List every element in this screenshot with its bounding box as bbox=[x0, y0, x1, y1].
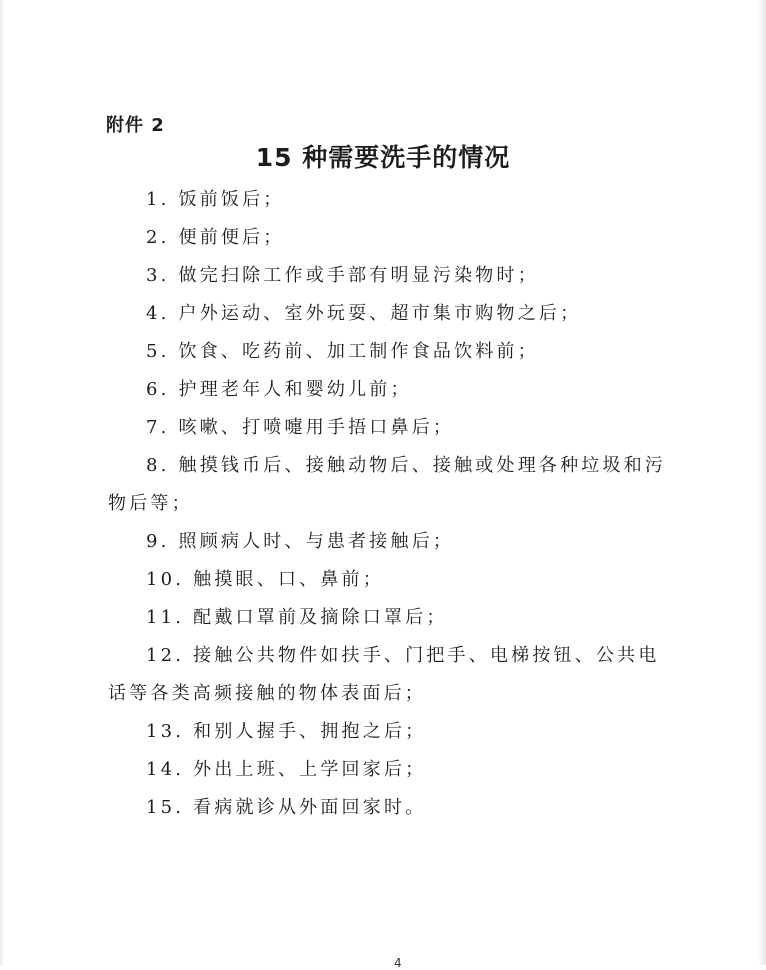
list-item: 1. 饭前饭后； bbox=[146, 189, 285, 210]
list-item: 9. 照顾病人时、与患者接触后； bbox=[146, 531, 455, 552]
list-item: 8. 触摸钱币后、接触动物后、接触或处理各种垃圾和污物后等； bbox=[108, 455, 667, 514]
list-item: 6. 护理老年人和婴幼儿前； bbox=[146, 379, 412, 400]
document-title: 15 种需要洗手的情况 bbox=[255, 143, 511, 172]
handwashing-list bbox=[108, 181, 678, 827]
page-number: 4 bbox=[394, 956, 402, 970]
list-item: 13. 和别人握手、拥抱之后； bbox=[146, 721, 427, 742]
list-item: 2. 便前便后； bbox=[146, 227, 285, 248]
list-item: 15. 看病就诊从外面回家时。 bbox=[146, 797, 427, 818]
list-item: 4. 户外运动、室外玩耍、超市集市购物之后； bbox=[146, 303, 582, 324]
attachment-label: 附件 2 bbox=[106, 115, 165, 136]
list-item: 11. 配戴口罩前及摘除口罩后； bbox=[146, 607, 448, 628]
list-item: 7. 咳嗽、打喷嚏用手捂口鼻后； bbox=[146, 417, 455, 438]
list-item: 3. 做完扫除工作或手部有明显污染物时； bbox=[146, 265, 539, 286]
list-item: 12. 接触公共物件如扶手、门把手、电梯按钮、公共电话等各类高频接触的物体表面后； bbox=[108, 645, 660, 704]
list-item: 14. 外出上班、上学回家后； bbox=[146, 759, 427, 780]
list-item: 10. 触摸眼、口、鼻前； bbox=[146, 569, 384, 590]
list-item: 5. 饮食、吃药前、加工制作食品饮料前； bbox=[146, 341, 539, 362]
